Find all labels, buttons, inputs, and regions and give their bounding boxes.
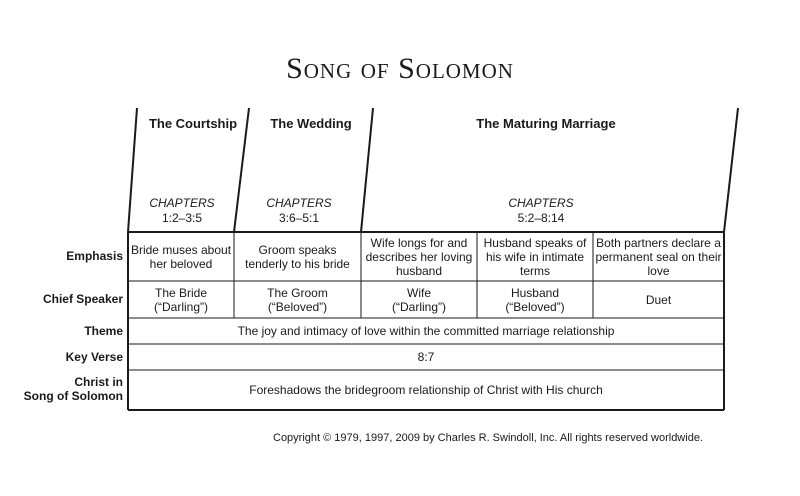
emphasis-cell-wife: Wife longs for and describes her loving husband [365,235,473,278]
theme-value: The joy and intimacy of love within the committed marriage relationship [237,324,615,338]
row-label-emphasis: Emphasis [66,249,123,263]
chapters-label: CHAPTERS [149,196,215,210]
section-title-courtship: The Courtship [148,116,238,131]
row-label-christ-line2: Song of Solomon [23,389,123,403]
divider-right [724,108,738,232]
chapters-range: 5:2–8:14 [517,211,565,225]
chapters-wedding [240,196,358,226]
chapters-label: CHAPTERS [508,196,574,210]
emphasis-cell-wedding: Groom speaks tenderly to his bride [245,242,350,271]
key-verse-value: 8:7 [417,350,435,364]
row-label-theme: Theme [84,324,123,338]
emphasis-cell-husband: Husband speaks of his wife in intimate terms [483,235,587,278]
page-title: Song of Solomon [286,52,514,85]
chapters-range: 3:6–5:1 [278,211,320,225]
christ-value: Foreshadows the bridegroom relationship of Christ with His church [249,383,603,397]
chapters-range: 1:2–3:5 [161,211,203,225]
row-label-key-verse: Key Verse [65,350,123,364]
emphasis-cell-courtship: Bride muses about her beloved [130,242,232,271]
chapters-label: CHAPTERS [266,196,332,210]
speaker-cell-groom: The Groom (“Beloved”) [267,285,328,314]
row-label-chief-speaker: Chief Speaker [42,292,123,306]
speaker-cell-wife: Wife (“Darling”) [392,285,446,314]
emphasis-cell-both: Both partners declare a permanent seal on their love [595,235,722,278]
row-label-christ [0,375,123,403]
chapters-maturing-marriage [366,196,716,226]
section-title-maturing-marriage: The Maturing Marriage [476,116,616,131]
copyright: Copyright © 1979, 1997, 2009 by Charles R. Swindoll, Inc. All rights reserved worldwide. [273,432,703,444]
speaker-cell-bride: The Bride (“Darling”) [154,285,208,314]
row-label-christ-line1: Christ in [74,375,123,389]
chapters-courtship [132,196,232,226]
section-title-wedding: The Wedding [270,116,352,131]
speaker-cell-husband: Husband (“Beloved”) [505,285,565,314]
speaker-cell-duet: Duet [645,292,672,307]
